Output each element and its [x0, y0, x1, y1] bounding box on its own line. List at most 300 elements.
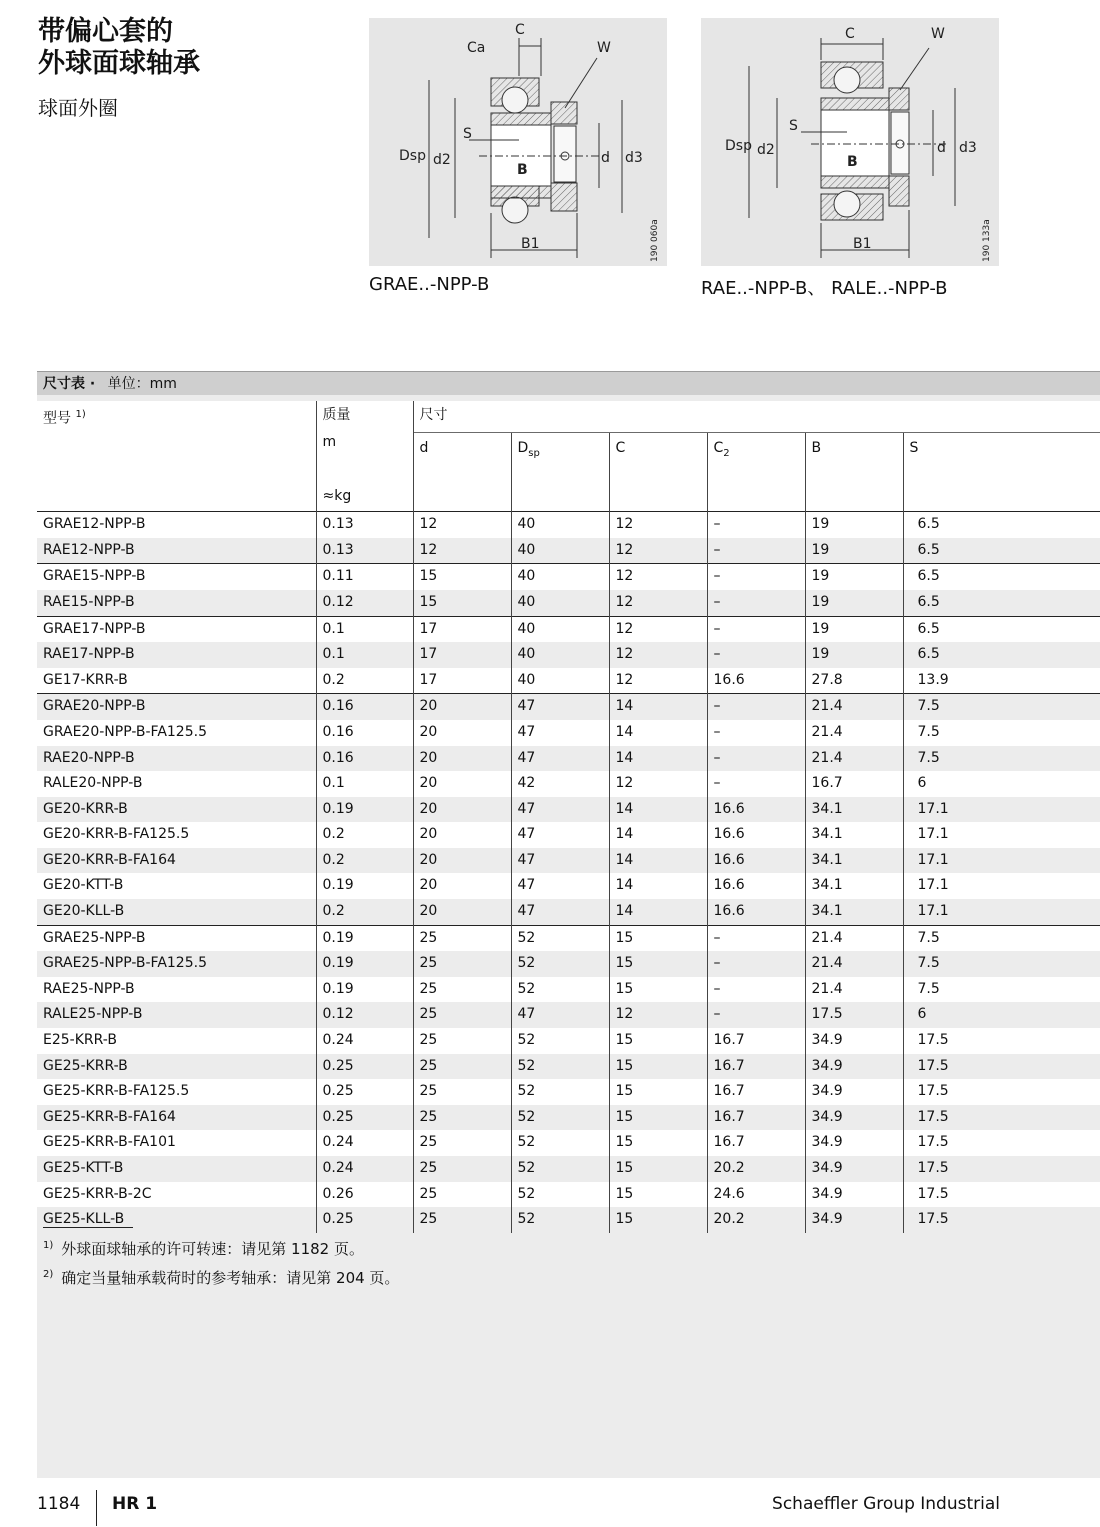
cell-s: 13.9 [903, 668, 1100, 694]
cell-designation: GE20-KRR-B [37, 797, 316, 823]
cell-designation: GE17-KRR-B [43, 671, 128, 688]
cell-mass: 0.2 [316, 822, 413, 848]
table-row [37, 538, 1100, 564]
page-number: 1184 [37, 1494, 81, 1514]
footnote-2 [43, 1262, 399, 1291]
col-s: S [903, 433, 1100, 512]
cell-d: 25 [413, 1028, 511, 1054]
cell-designation: GE20-KTT-B [43, 877, 124, 894]
cell-s: 7.5 [903, 977, 1100, 1003]
cell-s: 7.5 [903, 746, 1100, 772]
label-d3: d3 [625, 150, 643, 166]
cell-dsp: 52 [511, 1079, 609, 1105]
cell-dsp: 47 [511, 848, 609, 874]
cell-dsp: 40 [511, 538, 609, 564]
cell-b: 34.9 [805, 1130, 903, 1156]
cell-c2: – [707, 512, 805, 538]
cell-designation: GRAE25-NPP-B [37, 925, 316, 951]
table-row [37, 1182, 1100, 1208]
cell-c2: – [707, 538, 805, 564]
cell-b: 34.1 [805, 848, 903, 874]
cell-d: 25 [413, 1130, 511, 1156]
table-row [37, 1079, 1100, 1105]
dimension-table [37, 401, 1100, 1233]
cell-s: 17.5 [903, 1207, 1100, 1233]
figure-caption-grae: GRAE..-NPP-B [369, 274, 490, 295]
cell-designation: RAE12-NPP-B [37, 538, 316, 564]
cell-s: 6.5 [903, 642, 1100, 668]
cell-s: 6.5 [903, 564, 1100, 590]
cell-designation: RALE20-NPP-B [43, 775, 143, 792]
col-designation-note: 1) [75, 409, 86, 420]
cell-d: 25 [413, 1079, 511, 1105]
cell-mass: 0.19 [316, 977, 413, 1003]
cell-d: 25 [413, 1054, 511, 1080]
cell-c2: 16.7 [707, 1079, 805, 1105]
cell-c2: 16.7 [707, 1028, 805, 1054]
cell-s: 17.5 [903, 1182, 1100, 1208]
cell-mass: 0.25 [316, 1079, 413, 1105]
col-c2-label: C [713, 440, 724, 457]
cell-designation: GE25-KLL-B [37, 1207, 316, 1233]
bearing-section-drawing [749, 38, 955, 258]
cell-b: 19 [805, 564, 903, 590]
footnote-1-num: 1) [43, 1240, 54, 1251]
label-ca: Ca [467, 40, 486, 56]
cell-c2: – [707, 720, 805, 746]
cell-b: 34.9 [805, 1028, 903, 1054]
cell-c: 14 [609, 848, 707, 874]
table-title: 尺寸表 · [43, 376, 96, 392]
cell-dsp: 47 [511, 899, 609, 925]
cell-c: 15 [609, 1182, 707, 1208]
cell-c: 14 [609, 899, 707, 925]
label-d3: d3 [959, 140, 977, 156]
figure-code: 190 133a [982, 219, 992, 262]
cell-c: 12 [609, 538, 707, 564]
dimension-sheet [37, 371, 1100, 1478]
cell-designation: GRAE25-NPP-B-FA125.5 [37, 951, 316, 977]
table-header-bar [37, 371, 1100, 395]
cell-s: 6 [903, 1002, 1100, 1028]
col-c: C [609, 433, 707, 512]
table-row [37, 848, 1100, 874]
cell-c: 14 [609, 720, 707, 746]
cell-designation: RAE25-NPP-B [43, 980, 135, 997]
table-row [37, 771, 1100, 797]
cell-dsp: 47 [511, 694, 609, 720]
label-b: B [847, 154, 858, 170]
table-row [37, 720, 1100, 746]
cell-mass: 0.16 [316, 720, 413, 746]
cell-b: 34.9 [805, 1054, 903, 1080]
label-c: C [845, 26, 855, 42]
cell-d: 25 [413, 1156, 511, 1182]
cell-designation: GRAE12-NPP-B [43, 516, 146, 533]
cell-c2: 16.6 [707, 668, 805, 694]
table-row [37, 746, 1100, 772]
page-title-line2: 外球面球轴承 [38, 48, 200, 79]
col-mass: 质量 [316, 401, 413, 433]
cell-mass: 0.19 [316, 873, 413, 899]
cell-d: 20 [413, 848, 511, 874]
cell-designation: RAE15-NPP-B [37, 590, 316, 616]
cell-dsp: 52 [511, 1207, 609, 1233]
cell-c: 12 [609, 590, 707, 616]
label-w: W [597, 40, 611, 56]
cell-b: 21.4 [805, 951, 903, 977]
cell-dsp: 52 [511, 951, 609, 977]
cell-designation: GE25-KRR-B-2C [43, 1185, 152, 1202]
cell-dsp: 40 [511, 668, 609, 694]
cell-mass: 0.1 [316, 771, 413, 797]
label-d: d [937, 140, 946, 156]
col-designation [37, 401, 316, 433]
cell-b: 34.1 [805, 797, 903, 823]
col-designation-label: 型号 [43, 410, 71, 427]
col-dsp-label: D [517, 440, 529, 457]
cell-c2: – [707, 746, 805, 772]
table-row [37, 512, 1100, 538]
cell-mass: 0.1 [316, 642, 413, 668]
cell-mass: 0.24 [316, 1130, 413, 1156]
table-row [37, 951, 1100, 977]
cell-s: 6.5 [903, 590, 1100, 616]
cell-b: 34.9 [805, 1207, 903, 1233]
col-d: d [413, 433, 511, 512]
page-title [38, 16, 200, 80]
cell-designation: RAE20-NPP-B [37, 746, 316, 772]
cell-d: 17 [413, 642, 511, 668]
label-d: d [601, 150, 610, 166]
cell-b: 21.4 [805, 925, 903, 951]
cell-b: 16.7 [805, 771, 903, 797]
cell-b: 21.4 [805, 720, 903, 746]
cell-d: 15 [413, 590, 511, 616]
cell-dsp: 52 [511, 1105, 609, 1131]
cell-b: 19 [805, 642, 903, 668]
table-row [37, 694, 1100, 720]
footnote-2-text: 确定当量轴承载荷时的参考轴承：请见第 204 页。 [61, 1269, 400, 1287]
footnote-rule [43, 1227, 133, 1228]
cell-d: 20 [413, 771, 511, 797]
cell-c2: – [707, 694, 805, 720]
footer-separator [96, 1490, 97, 1526]
cell-designation: RAE17-NPP-B [37, 642, 316, 668]
table-unit: 单位：mm [107, 376, 177, 392]
cell-mass: 0.11 [316, 564, 413, 590]
cell-designation: GE25-KTT-B [37, 1156, 316, 1182]
cell-c2: 16.6 [707, 899, 805, 925]
label-b: B [517, 162, 528, 178]
cell-d: 20 [413, 797, 511, 823]
cell-mass: 0.19 [316, 951, 413, 977]
cell-dsp: 40 [511, 512, 609, 538]
label-d2: d2 [757, 142, 775, 158]
table-row [37, 1105, 1100, 1131]
cell-b: 34.9 [805, 1079, 903, 1105]
dimension-table-body [37, 512, 1100, 1233]
label-dsp: Dsp [725, 138, 752, 154]
table-row [37, 1028, 1100, 1054]
cell-b: 34.1 [805, 822, 903, 848]
table-row [37, 590, 1100, 616]
page-title-line1: 带偏心套的 [38, 16, 173, 47]
table-row [37, 899, 1100, 925]
table-row [37, 616, 1100, 642]
cell-dsp: 47 [511, 797, 609, 823]
cell-c2: – [707, 925, 805, 951]
cell-mass: 0.16 [316, 694, 413, 720]
table-row [37, 642, 1100, 668]
cell-mass: 0.1 [316, 616, 413, 642]
cell-mass: 0.24 [316, 1028, 413, 1054]
cell-dsp: 52 [511, 1156, 609, 1182]
cell-dsp: 52 [511, 1028, 609, 1054]
cell-c: 15 [609, 1105, 707, 1131]
cell-s: 17.5 [903, 1105, 1100, 1131]
cell-mass: 0.19 [316, 925, 413, 951]
cell-c2: – [707, 564, 805, 590]
col-dimensions: 尺寸 [413, 401, 1100, 433]
page-subtitle: 球面外圈 [38, 96, 118, 120]
cell-d: 20 [413, 720, 511, 746]
cell-designation: GE20-KLL-B [37, 899, 316, 925]
col-c2-sub: 2 [723, 447, 730, 459]
cell-c: 15 [609, 1130, 707, 1156]
cell-dsp: 47 [511, 746, 609, 772]
cell-c2: 16.7 [707, 1054, 805, 1080]
cell-s: 6.5 [903, 512, 1100, 538]
cell-c2: – [707, 642, 805, 668]
cell-mass: 0.12 [316, 590, 413, 616]
cell-s: 17.5 [903, 1054, 1100, 1080]
cell-d: 25 [413, 1105, 511, 1131]
cell-mass: 0.2 [316, 899, 413, 925]
cell-d: 20 [413, 746, 511, 772]
label-c: C [515, 22, 525, 38]
cell-d: 25 [413, 1207, 511, 1233]
cell-mass: 0.25 [316, 1054, 413, 1080]
cell-c: 15 [609, 1207, 707, 1233]
cell-s: 17.1 [903, 848, 1100, 874]
cell-d: 25 [413, 1002, 511, 1028]
cell-designation: GRAE15-NPP-B [37, 564, 316, 590]
figure-rae-drawing [701, 18, 999, 266]
cell-c2: 20.2 [707, 1156, 805, 1182]
cell-c2: – [707, 1002, 805, 1028]
col-b: B [805, 433, 903, 512]
cell-mass: 0.2 [316, 848, 413, 874]
cell-c2: 16.6 [707, 873, 805, 899]
cell-s: 6.5 [903, 538, 1100, 564]
cell-b: 34.9 [805, 1105, 903, 1131]
cell-s: 7.5 [903, 951, 1100, 977]
col-mass-sub [316, 433, 413, 512]
cell-c: 15 [609, 951, 707, 977]
cell-b: 34.1 [805, 873, 903, 899]
cell-b: 34.9 [805, 1156, 903, 1182]
cell-s: 17.5 [903, 1028, 1100, 1054]
cell-dsp: 40 [511, 564, 609, 590]
cell-s: 17.5 [903, 1130, 1100, 1156]
cell-c: 14 [609, 873, 707, 899]
label-b1: B1 [521, 236, 540, 252]
cell-mass: 0.2 [316, 668, 413, 694]
label-d2: d2 [433, 152, 451, 168]
cell-d: 25 [413, 977, 511, 1003]
cell-c: 14 [609, 746, 707, 772]
label-w: W [931, 26, 945, 42]
cell-b: 19 [805, 538, 903, 564]
cell-designation: GRAE20-NPP-B-FA125.5 [43, 723, 207, 740]
table-row [37, 797, 1100, 823]
cell-c2: 20.2 [707, 1207, 805, 1233]
cell-b: 21.4 [805, 694, 903, 720]
cell-dsp: 52 [511, 1130, 609, 1156]
cell-mass: 0.24 [316, 1156, 413, 1182]
cell-dsp: 40 [511, 642, 609, 668]
col-mass-unit: ≈kg [322, 487, 352, 504]
cell-mass: 0.19 [316, 797, 413, 823]
cell-c2: 16.6 [707, 797, 805, 823]
cell-c: 12 [609, 564, 707, 590]
cell-s: 17.5 [903, 1079, 1100, 1105]
cell-c: 12 [609, 668, 707, 694]
cell-c2: 24.6 [707, 1182, 805, 1208]
table-row [37, 1130, 1100, 1156]
cell-dsp: 47 [511, 1002, 609, 1028]
col-dsp [511, 433, 609, 512]
cell-d: 25 [413, 925, 511, 951]
cell-c2: 16.7 [707, 1130, 805, 1156]
footnote-2-num: 2) [43, 1269, 54, 1280]
cell-c2: – [707, 771, 805, 797]
cell-designation: GE20-KRR-B-FA164 [37, 848, 316, 874]
cell-s: 6 [903, 771, 1100, 797]
table-row [37, 668, 1100, 694]
cell-s: 17.1 [903, 899, 1100, 925]
cell-c: 14 [609, 822, 707, 848]
label-dsp: Dsp [399, 148, 426, 164]
cell-c: 15 [609, 977, 707, 1003]
cell-d: 12 [413, 538, 511, 564]
bearing-section-drawing [429, 38, 622, 258]
cell-s: 17.1 [903, 873, 1100, 899]
cell-c2: 16.7 [707, 1105, 805, 1131]
footnotes [43, 1233, 399, 1291]
cell-dsp: 52 [511, 925, 609, 951]
cell-b: 17.5 [805, 1002, 903, 1028]
cell-d: 20 [413, 873, 511, 899]
cell-c2: 16.6 [707, 822, 805, 848]
cell-d: 12 [413, 512, 511, 538]
cell-s: 7.5 [903, 925, 1100, 951]
cell-designation: RALE25-NPP-B [37, 1002, 316, 1028]
cell-c: 15 [609, 1054, 707, 1080]
col-c2 [707, 433, 805, 512]
cell-s: 7.5 [903, 720, 1100, 746]
cell-designation: GRAE17-NPP-B [37, 616, 316, 642]
table-row [37, 1002, 1100, 1028]
cell-mass: 0.12 [316, 1002, 413, 1028]
cell-d: 20 [413, 899, 511, 925]
cell-b: 19 [805, 512, 903, 538]
cell-c: 12 [609, 616, 707, 642]
table-row [37, 822, 1100, 848]
cell-mass: 0.25 [316, 1207, 413, 1233]
cell-d: 25 [413, 1182, 511, 1208]
col-designation-spacer [37, 433, 316, 512]
cell-dsp: 40 [511, 616, 609, 642]
cell-c: 15 [609, 1028, 707, 1054]
footnote-1 [43, 1233, 399, 1262]
cell-s: 17.1 [903, 822, 1100, 848]
cell-d: 15 [413, 564, 511, 590]
label-s: S [463, 126, 472, 142]
cell-c: 15 [609, 1079, 707, 1105]
figure-grae-drawing [369, 18, 667, 266]
table-row [37, 564, 1100, 590]
cell-d: 20 [413, 694, 511, 720]
cell-b: 34.1 [805, 899, 903, 925]
cell-d: 25 [413, 951, 511, 977]
cell-b: 34.9 [805, 1182, 903, 1208]
cell-c: 12 [609, 512, 707, 538]
cell-dsp: 52 [511, 1054, 609, 1080]
cell-b: 19 [805, 616, 903, 642]
cell-dsp: 42 [511, 771, 609, 797]
cell-designation: GE20-KRR-B-FA125.5 [43, 826, 190, 843]
cell-c: 15 [609, 1156, 707, 1182]
cell-c: 12 [609, 771, 707, 797]
cell-c: 15 [609, 925, 707, 951]
table-row [37, 925, 1100, 951]
cell-mass: 0.26 [316, 1182, 413, 1208]
cell-dsp: 47 [511, 822, 609, 848]
footnote-1-text: 外球面球轴承的许可转速：请见第 1182 页。 [61, 1240, 364, 1258]
cell-b: 27.8 [805, 668, 903, 694]
cell-designation: GE25-KRR-B-FA101 [43, 1134, 176, 1151]
cell-d: 20 [413, 822, 511, 848]
col-dsp-sub: sp [528, 447, 540, 459]
cell-s: 7.5 [903, 694, 1100, 720]
cell-d: 17 [413, 668, 511, 694]
cell-mass: 0.13 [316, 538, 413, 564]
cell-c: 12 [609, 1002, 707, 1028]
cell-b: 19 [805, 590, 903, 616]
cell-c: 12 [609, 642, 707, 668]
cell-mass: 0.16 [316, 746, 413, 772]
cell-b: 21.4 [805, 746, 903, 772]
cell-designation: E25-KRR-B [43, 1032, 117, 1049]
table-row [37, 1156, 1100, 1182]
cell-dsp: 47 [511, 873, 609, 899]
cell-c: 14 [609, 797, 707, 823]
cell-designation: GE25-KRR-B [37, 1054, 316, 1080]
cell-s: 17.1 [903, 797, 1100, 823]
cell-mass: 0.13 [316, 512, 413, 538]
label-s: S [789, 118, 798, 134]
cell-dsp: 52 [511, 977, 609, 1003]
cell-c2: – [707, 590, 805, 616]
cell-dsp: 40 [511, 590, 609, 616]
table-row [37, 873, 1100, 899]
cell-c2: – [707, 951, 805, 977]
figure-code: 190 060a [650, 219, 660, 262]
col-mass-symbol: m [322, 433, 337, 450]
cell-s: 17.5 [903, 1156, 1100, 1182]
